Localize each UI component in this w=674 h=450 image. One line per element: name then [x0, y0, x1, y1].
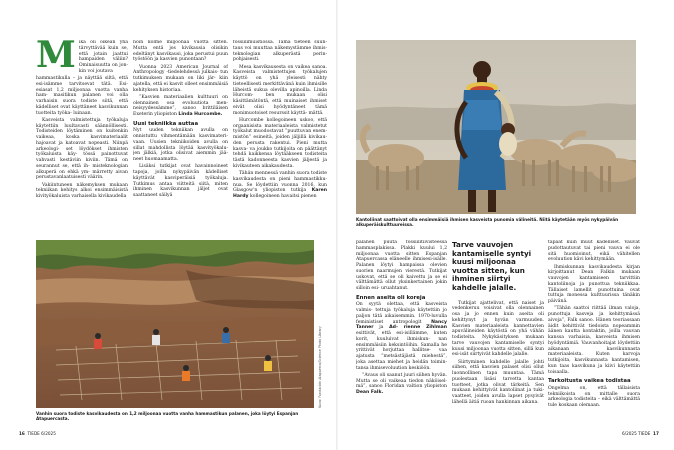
paragraph: [356, 302, 447, 371]
folio-right: [622, 431, 659, 436]
person-name: Linda Hurcombe.: [178, 112, 223, 117]
left-column-1: [36, 40, 128, 230]
paragraph: hammastikulla – ja näyttää siltä, että esi-isämme tarvitsevat tätä. Esi- esiasat 1,2 miljoonaa vuotta vanha ham- masitikun palanen voi olla varhaisin suora todiste siitä, että kädelliset ovat käyttäneet kasvikunnan tuotteita työka- luinaan.: [36, 76, 128, 116]
body-text: kollegoineen havaitsi pienen: [249, 194, 317, 199]
paragraph: [356, 373, 447, 396]
photo-credit: Kuva: Fundación Atapuerca/Science Photo Library: [318, 326, 322, 408]
paragraph: fossiilimuistiossa. Tämä tieteen suun- taus voi muuttaa näkemystämme ihmis- teknologian alkuperästä perin- pohjaisesti.: [233, 40, 327, 63]
paragraph: noin kolme miljoonaa vuotta sitten. Mutta entä jos kivikausia olisikin edeltänyt kasvikausi, joka perustui puun työstöön ja kasvien punontaan?: [133, 40, 228, 63]
lead-paragraph: [36, 40, 128, 75]
paragraph: Siirtyminen kahdelle jalalle johti siihen, että kasvien palaset olisi ollut luonnollinen tapa muuntaa. Tämä puolestaan lisäsi tarvetta kantaa tuotteet, jotka olivat tärkeitä. Sen mukaan kehittyivät kantoliinat ja tuki- vaatteet, joiden avulla lapset pysyivät lähellä äitiä ruoan hankinnan aikana.: [452, 359, 544, 405]
body-text: esittivät, että esi-isillämme, kuten korit, kuuluivat ihmiskun- nan ensimmäisiin keksintöihin. Samalla he yrittivät horjuttaa hallitse- vaa ajatusta ”metsästäjästä miehestä”, joka asettaa miehet ja heidän toimin- tansa ihmisevoluution keskiöön.: [356, 331, 447, 371]
paragraph: Vakiintuneen näkemyksen mukaan tekniikan kehitys alkoi ensimmäisistä kivityökaluista varhaisella kivikaudella: [36, 182, 128, 199]
paragraph: Ihmiskunnan kasvikaudesta kirjan kirjoittanut Dean Falkin mukaan vauvojen kantamiseen tarvittiin kantoliinoja ja punottua tekniikkaa. Tällaiset lamellit punottuina ovat tuttuja monessa kulttuurissa tänäkin päivänä.: [548, 264, 640, 304]
paragraph: Mesa kasvikausesta on vaikea sanoa. Kasveista valmistettujen työkalujen käyttö on yhä yleisesti nähty tieteellisesti merkittävänä kuin ihmisille läheistä sukua olevilla apinoilla. Linda Hurcom- ben mukaan olisi käsittämätöntä, että muinaiset ihmiset eivät olisi hyödyntäneet tämä monimuotoiset resurssit käyttä- mättä.: [233, 64, 327, 116]
right-column-3: [548, 240, 640, 428]
page-number: 17: [653, 431, 659, 436]
paragraph: tapaat kuin muut kädelliset. Vauvat pudottautuvat tai pieni vauva ei ole sitä huomioinut, eikä vähitellen evoluution kävi kehittymään.: [548, 240, 640, 263]
quote-text: ”Kasvien materiaalien kulttuuri on olennainen osa evoluutiota men- neisyydessämme”, sanoo brittiläisen Exeterin yliopiston: [133, 94, 228, 117]
excavation-photo: [36, 240, 314, 408]
subheading: Ennen aseita oli koreja: [356, 294, 426, 301]
body-text: On syytä olettaa, että kasveista valmis- tettuja työkaluja käytettiin jo paljon tätä aikaisemmin. 1970-luvulla feministiset antropologit: [356, 302, 447, 325]
paragraph: ”Tähän saattoi riittää ilman valoja, punottuja kasveja ja kehittymässä aivoja”, Falk sanoo. Hänen teoriassaan äidit kehittivät tiedoista nopeammin äänen kautta kontaktin, joilla vauvan kanssa varhaisia, kasveista ihmisen hyödyntämiä. Vauvanhoitajat löydettiin aikanaan kasvikunnasta materiaaleista. Kuten karvoja tutkijoita, kasvikunnasta kantamisen, kun taas kasvikuna ja kiivi käytettiin toisaalla.: [548, 306, 640, 375]
paragraph: Lisäksi tutkijat ovat havainnoineet tapoja, joilla nykypäivän kädelliset käyttävät kasviperäisiä työkaluja. Tutkimus antaa viitteitä siitä, miten ihminen kasvikunnan jäljet ovat saattaneet säilyä: [133, 164, 228, 199]
lead-text: ikä oli oikean yhä tärvyttävää kuin se, että jotain jaattui hampaiden väliin? Ominaisuutta on jon- kin voi joutava: [78, 40, 128, 74]
subheading: Uusi tekniikka auttaa: [133, 120, 199, 127]
left-column-2: [133, 40, 228, 230]
paragraph: Ongelma on, että tällaisista tekniikoista on mittalle suora arkeologia todisteita – eikä välttämättä tule koskaan olemaan.: [548, 385, 640, 409]
magazine-issue: TIEDE 6/2025: [27, 431, 56, 436]
photo-caption: Kantoliinat saattoivat olla ensimmäisiä ihmisen kasveista punomia välineitä. Niitä käytetään myös nykypäivän alkuperäiskulttuureissa.: [356, 217, 619, 227]
paragraph: palanen puuta fossiilitiivisteessä hammasplakissa. Plakki kuului 1,2 miljoonaa vuotta sitten Espanjan Atapuercassa eläneelle ihmisesi-isälle. Palanen löytyi hampaissa olevien suorien naarmujen vierestä. Tutkijat uskovat, että se oli kaivettu ja se ei välttämättä ollut yksinkertainen jokin silloin esi- uruahtanut.: [356, 240, 447, 291]
left-column-3: [233, 40, 327, 230]
paragraph: [233, 171, 327, 200]
paragraph: Hurcombe kollegoineen uskoo, että orgaanisista materiaaleista valmistetut työkalut muodostavat ”puuttuvan enem- mistön” esineitä, joiden jäljillä kivikau- den perusta rakentui. Pieni mutta kasva- va joukko tutkijoita on päättänyt tehdä kaikkensa löytääkseen todisteita tästä kadonneesta kasvien jäljestä ja kivikauteen aikakaudesta.: [233, 117, 327, 169]
body-text: ja: [379, 325, 384, 331]
excavation-illustration: [36, 240, 314, 408]
folio-left: [19, 431, 56, 436]
person-name: Karen Hardy: [233, 188, 327, 199]
right-column-1: [356, 240, 447, 428]
woman-with-baby-photo: [356, 40, 636, 214]
quote-text: ”Avaus oli saanut juuri siihen hyvän. Mutta se oli vaikeaa tiedon näköisel- mä”, sanoo Floridan valtion yliopiston: [356, 372, 447, 390]
right-column-2: [452, 240, 544, 428]
person-name: Ad- rienne Zihlman: [389, 325, 447, 331]
paragraph: [133, 95, 228, 118]
pull-quote: Tarve vauvojen kantamiselle syntyi kuusi miljoonaa vuotta sitten, kun ihminen siirtyi kahdelle jalalle.: [452, 240, 532, 292]
dropcap: M: [36, 40, 76, 76]
page-gutter: [336, 0, 338, 450]
magazine-issue: 6/2025 TIEDE: [622, 431, 651, 436]
woman-baby-illustration: [356, 40, 636, 214]
page-number: 16: [19, 431, 25, 436]
paragraph: Tutkijat ajattelivat, että naiset ja vedenkeruu voisivat olla olennainen osa ja jo ennen kuin aseita oli kehittynyt ja hyvän varmuuden. Kasvien materiaaleista kannettavien apuvälineiden käytöstä on yhä vähän todisteita. Nykykäsityksen mukaan tarve vauvojen kantamiselle syntyi kuusi miljoonaa vuotta sitten, sillä kun esi-isät siirtyivät kahdelle jalalle.: [452, 300, 544, 358]
person-name: Nancy Tanner: [356, 319, 447, 331]
photo-caption: Vanhin suora todiste kasvikaudesta on 1,2 miljoonaa vuotta vanha hammastikun palanen, joka löytyi Espanjan Atapuercasta.: [36, 411, 299, 421]
paragraph: Nyt uuden tekniikan avulla on onnistuttu vihmentämään kasvimateri- vaan. Uusien tekniikoiden avulla on sillat mahdollista löytää kasvityökalu- jen jälkiä, jotka olisivat aiemmin jää- neet huomaamatta.: [133, 128, 228, 163]
body-text: Tähän mennessä vanhin suora todiste kasvikaudesta on pieni hammastikku- nua. Se löydettiin vuonna 2016, kun Glasgow’n yliopiston tutkija: [233, 171, 327, 194]
paragraph: Kasveista valmistettuja työkaluja käytettiin luultavasti säännöllisesti. Todisteiden löytäminen on kuitenkin vaikeaa, koska kasvimateriaalit hajoavat ja katoavat nopeasti. Niinpä arkeologi- set löydökset ihmisten työkaluista käy- tössä painottuvat vahvasti kestäviin kiviin. Tämä on seurannut se, että ih- misteknologian alkuperä on ehkä ym- märretty aivan perustavanlaatuisesti väärin.: [36, 117, 128, 181]
person-name: Dean Falk.: [356, 390, 384, 396]
subheading: Tarkoitusta vaikea todistaa: [548, 378, 631, 385]
paragraph: Vuonna 2023 American Journal of Anthropology -tiedelehdessä julkais- tun tutkimuksen mukaan on liki jär- kiin ajatella, että ei kasvit olleet ensimmäisiä kehityksen historiaa.: [133, 64, 228, 93]
